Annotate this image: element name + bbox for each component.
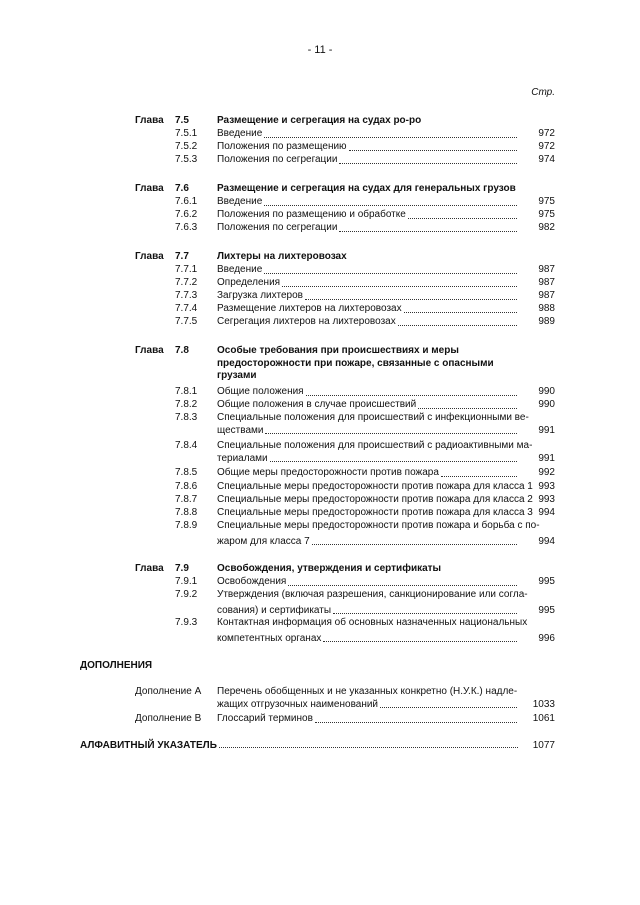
toc-item-entry[interactable] [217, 303, 517, 316]
toc-item-number: 7.5.2 [175, 141, 198, 152]
toc-item-page: 993 [538, 494, 555, 505]
toc-item-text: компетентных органах [217, 632, 322, 644]
toc-item-entry[interactable] [217, 399, 517, 412]
toc-item-number: 7.6.2 [175, 209, 198, 220]
dot-leader [305, 298, 517, 300]
chapter-label: Глава [135, 115, 164, 126]
chapter-title-line: Особые требования при происшествиях и меры [217, 345, 459, 356]
dot-leader [264, 136, 517, 138]
dot-leader [265, 432, 517, 434]
toc-item-entry[interactable] [217, 316, 517, 329]
toc-item-text: Общие положения в случае происшествий [217, 399, 417, 410]
toc-item-text: Положения по сегрегации [217, 154, 338, 165]
toc-item-number: 7.8.3 [175, 412, 198, 423]
toc-item-page: 993 [538, 481, 555, 492]
toc-item-number: 7.7.4 [175, 303, 198, 314]
toc-item-page: 994 [538, 507, 555, 518]
toc-item-page: 972 [538, 128, 555, 139]
appendix-label: Дополнение В [135, 713, 202, 724]
toc-item-text: Специальные меры предосторожности против пожара для класса 3 [217, 507, 533, 518]
toc-item-page: 974 [538, 154, 555, 165]
toc-item-text: жаром для класса 7 [217, 535, 310, 547]
appendix-text: Перечень обобщенных и не указанных конкретно (Н.У.К.) надле- [217, 686, 518, 697]
toc-item-page: 990 [538, 386, 555, 397]
dot-leader [219, 746, 518, 748]
chapter-title [217, 345, 517, 383]
toc-item-number: 7.6.1 [175, 196, 198, 207]
toc-item-entry[interactable] [217, 128, 517, 141]
chapter-number: 7.5 [175, 115, 189, 126]
toc-item-page: 991 [538, 453, 555, 464]
toc-item-page: 975 [538, 209, 555, 220]
toc-item-text: ществами [217, 424, 264, 436]
toc-item-page: 995 [538, 605, 555, 616]
toc-item-number: 7.8.8 [175, 507, 198, 518]
dot-leader [315, 721, 517, 723]
toc-item-page: 987 [538, 277, 555, 288]
chapter-title: Лихтеры на лихтеровозах [217, 251, 347, 262]
toc-item-entry[interactable] [217, 467, 517, 480]
toc-item-number: 7.7.3 [175, 290, 198, 301]
toc-item-text: Положения по размещению [217, 141, 347, 152]
dot-leader [349, 149, 517, 151]
toc-item-text: Сегрегация лихтеров на лихтеровозах [217, 316, 396, 327]
toc-item-number: 7.7.5 [175, 316, 198, 327]
chapter-label: Глава [135, 183, 164, 194]
chapter-number: 7.7 [175, 251, 189, 262]
toc-item-number: 7.8.1 [175, 386, 198, 397]
toc-item-page: 991 [538, 425, 555, 436]
toc-item-text: Введение [217, 264, 263, 275]
toc-item-entry[interactable] [217, 589, 528, 617]
toc-item-page: 972 [538, 141, 555, 152]
appendix-label: Дополнение А [135, 686, 202, 697]
dot-leader [306, 394, 517, 396]
appendix-page: 1061 [532, 713, 555, 724]
dot-leader [323, 640, 517, 642]
toc-item-page: 975 [538, 196, 555, 207]
chapter-label: Глава [135, 563, 164, 574]
toc-item-entry[interactable] [217, 222, 517, 235]
toc-item-entry[interactable] [217, 494, 533, 507]
toc-item-text: Контактная информация об основных назначенных национальных [217, 617, 528, 628]
toc-item-text: Специальные положения для происшествий с инфекционными ве- [217, 412, 529, 423]
toc-item-entry[interactable] [217, 412, 529, 437]
toc-item-entry[interactable] [217, 481, 533, 494]
toc-item-page: 994 [538, 536, 555, 547]
appendix-page: 1033 [532, 699, 555, 710]
toc-item-entry[interactable] [217, 141, 517, 154]
appendix-entry[interactable] [217, 713, 517, 726]
dot-leader [441, 475, 517, 477]
dot-leader [264, 272, 517, 274]
toc-item-text: Положения по сегрегации [217, 222, 338, 233]
appendices-heading: ДОПОЛНЕНИЯ [80, 660, 153, 671]
toc-item-text: Общие положения [217, 386, 304, 397]
appendix-text: Глоссарий терминов [217, 713, 313, 724]
toc-item-text: Введение [217, 196, 263, 207]
alphabetical-index-page: 1077 [532, 740, 555, 751]
toc-item-entry[interactable] [217, 196, 517, 209]
toc-item-text: Специальные положения для происшествий с радиоактивными ма- [217, 440, 533, 451]
toc-item-entry[interactable] [217, 264, 517, 277]
toc-item-page: 992 [538, 467, 555, 478]
toc-item-number: 7.8.2 [175, 399, 198, 410]
toc-item-text: Загрузка лихтеров [217, 290, 303, 301]
toc-item-entry[interactable] [217, 576, 517, 589]
page-column-label: Стр. [531, 87, 555, 98]
chapter-title-line: предосторожности при пожаре, связанные с опасными [217, 357, 494, 369]
toc-item-number: 7.8.6 [175, 481, 198, 492]
toc-item-text: Специальные меры предосторожности против пожара и борьба с по- [217, 520, 540, 531]
dot-leader [380, 706, 517, 708]
chapter-number: 7.6 [175, 183, 189, 194]
dot-leader [418, 407, 517, 409]
toc-item-text: Положения по размещению и обработке [217, 209, 406, 220]
dot-leader [264, 204, 517, 206]
chapter-title: Размещение и сегрегация на судах ро-ро [217, 115, 422, 126]
toc-item-number: 7.7.2 [175, 277, 198, 288]
chapter-label: Глава [135, 251, 164, 262]
toc-item-number: 7.7.1 [175, 264, 198, 275]
toc-item-text: Определения [217, 277, 281, 288]
alphabetical-index-entry[interactable] [80, 740, 518, 751]
toc-item-text: териалами [217, 452, 268, 464]
appendix-text: жащих отгрузочных наименований [217, 698, 379, 710]
toc-item-text: сования) и сертификаты [217, 604, 332, 616]
toc-item-page: 996 [538, 633, 555, 644]
toc-item-text: Специальные меры предосторожности против пожара для класса 2 [217, 494, 533, 505]
toc-item-page: 987 [538, 290, 555, 301]
toc-item-page: 989 [538, 316, 555, 327]
toc-item-page: 988 [538, 303, 555, 314]
dot-leader [312, 543, 517, 545]
toc-item-text: Общие меры предосторожности против пожара [217, 467, 439, 478]
toc-item-text: Введение [217, 128, 263, 139]
toc-item-entry[interactable] [217, 290, 517, 303]
toc-item-entry[interactable] [217, 154, 517, 167]
toc-item-entry[interactable] [217, 507, 533, 520]
chapter-label: Глава [135, 345, 164, 356]
dot-leader [339, 230, 517, 232]
toc-item-number: 7.5.1 [175, 128, 198, 139]
dot-leader [339, 162, 517, 164]
page-number: - 11 - [307, 44, 333, 56]
toc-item-entry[interactable] [217, 209, 517, 222]
toc-item-number: 7.6.3 [175, 222, 198, 233]
dot-leader [408, 217, 517, 219]
toc-item-page: 990 [538, 399, 555, 410]
dot-leader [270, 460, 517, 462]
toc-item-entry[interactable] [217, 386, 517, 399]
chapter-number: 7.8 [175, 345, 189, 356]
dot-leader [282, 285, 517, 287]
toc-item-number: 7.9.1 [175, 576, 198, 587]
toc-item-entry[interactable] [217, 520, 540, 548]
toc-item-number: 7.9.2 [175, 589, 198, 600]
toc-item-entry[interactable] [217, 440, 533, 465]
toc-item-number: 7.9.3 [175, 617, 198, 628]
toc-item-page: 987 [538, 264, 555, 275]
dot-leader [333, 612, 517, 614]
toc-item-text: Размещение лихтеров на лихтеровозах [217, 303, 402, 314]
toc-item-number: 7.5.3 [175, 154, 198, 165]
dot-leader [288, 584, 517, 586]
alphabetical-index-label: АЛФАВИТНЫЙ УКАЗАТЕЛЬ [80, 740, 217, 751]
toc-item-number: 7.8.7 [175, 494, 198, 505]
toc-item-entry[interactable] [217, 277, 517, 290]
toc-item-page: 982 [538, 222, 555, 233]
toc-item-number: 7.8.9 [175, 520, 198, 531]
toc-item-text: Утверждения (включая разрешения, санкционирование или согла- [217, 589, 528, 600]
toc-item-text: Специальные меры предосторожности против пожара для класса 1 [217, 481, 533, 492]
chapter-title: Размещение и сегрегация на судах для генеральных грузов [217, 183, 516, 194]
chapter-number: 7.9 [175, 563, 189, 574]
dot-leader [398, 324, 517, 326]
toc-item-text: Освобождения [217, 576, 287, 587]
toc-item-entry[interactable] [217, 617, 528, 645]
dot-leader [404, 311, 517, 313]
toc-item-number: 7.8.4 [175, 440, 198, 451]
toc-item-number: 7.8.5 [175, 467, 198, 478]
chapter-title-line: грузами [217, 370, 257, 381]
toc-item-page: 995 [538, 576, 555, 587]
chapter-title: Освобождения, утверждения и сертификаты [217, 563, 442, 574]
appendix-entry[interactable] [217, 686, 517, 711]
